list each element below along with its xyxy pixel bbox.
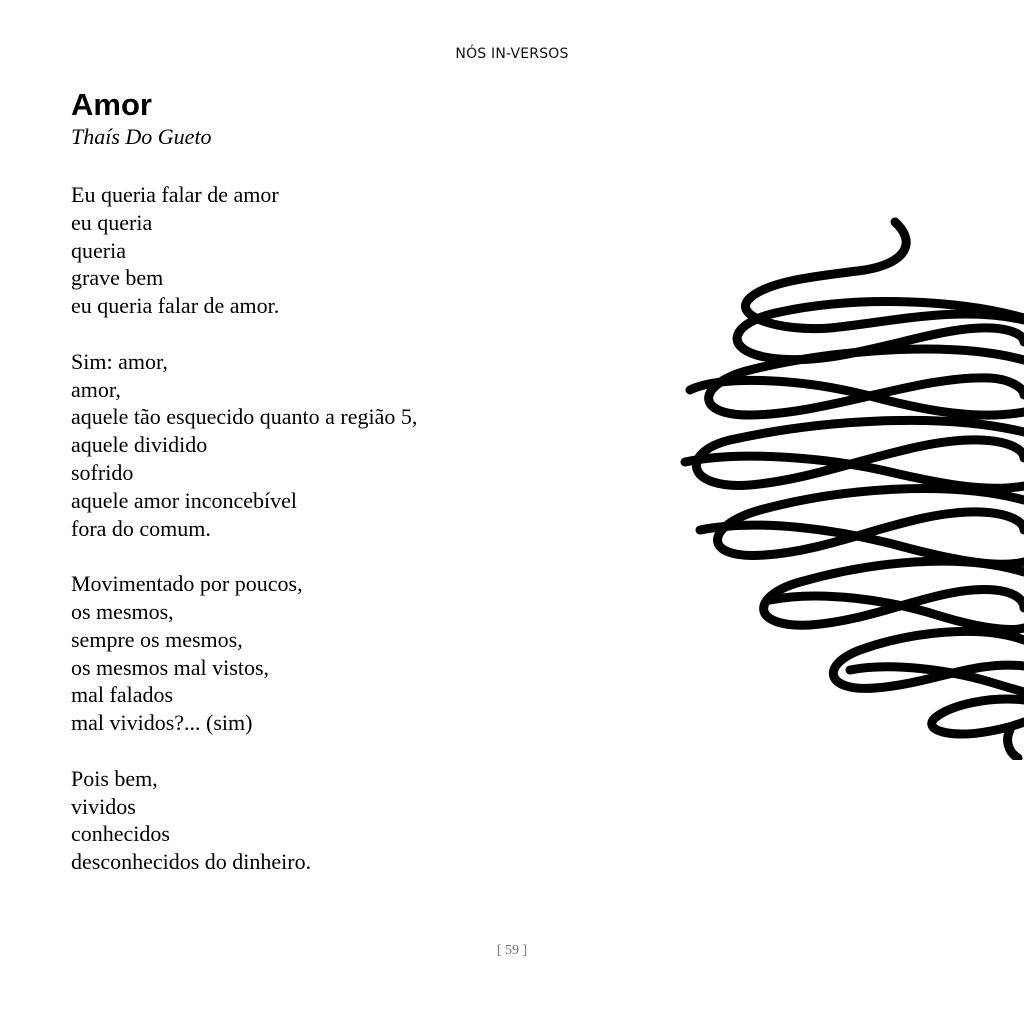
stanza-3 [71, 570, 417, 737]
poem-line: os mesmos mal vistos, [71, 654, 270, 680]
stanza-1 [71, 181, 417, 320]
poem-line: desconhecidos do dinheiro. [71, 849, 312, 875]
poem-line: aquele dividido [71, 432, 208, 458]
stanza-4 [71, 765, 417, 876]
poem-line: conhecidos [71, 821, 170, 847]
poem-line: aquele amor inconcebível [71, 487, 298, 513]
poem-line: queria [71, 237, 126, 263]
poem-line: vividos [71, 793, 136, 819]
running-header: NÓS IN-VERSOS [455, 46, 569, 62]
poem-line: aquele tão esquecido quanto a região 5, [71, 404, 418, 430]
poem-title: Amor [71, 87, 152, 122]
stanza-2 [71, 348, 417, 543]
page-number: [ 59 ] [496, 943, 528, 958]
poem-line: mal vividos?... (sim) [71, 710, 253, 736]
poem-line: Pois bem, [71, 765, 158, 791]
poem-line: eu queria falar de amor. [71, 293, 280, 319]
poem-line: Eu queria falar de amor [71, 182, 279, 207]
poem-line: eu queria [71, 209, 153, 235]
poem-body [71, 181, 417, 876]
scribble-loop-ornament-icon [660, 200, 1024, 760]
poem-line: sempre os mesmos, [71, 626, 243, 652]
poem-line: sofrido [71, 459, 134, 485]
poem-line: mal falados [71, 682, 174, 708]
poem-author: Thaís Do Gueto [71, 124, 212, 149]
poem-line: amor, [71, 376, 121, 402]
poem-line: fora do comum. [71, 515, 211, 541]
poem-line: Movimentado por poucos, [71, 571, 303, 597]
poem-line: os mesmos, [71, 598, 174, 624]
poem-line: Sim: amor, [71, 348, 168, 374]
poem-line: grave bem [71, 265, 164, 291]
